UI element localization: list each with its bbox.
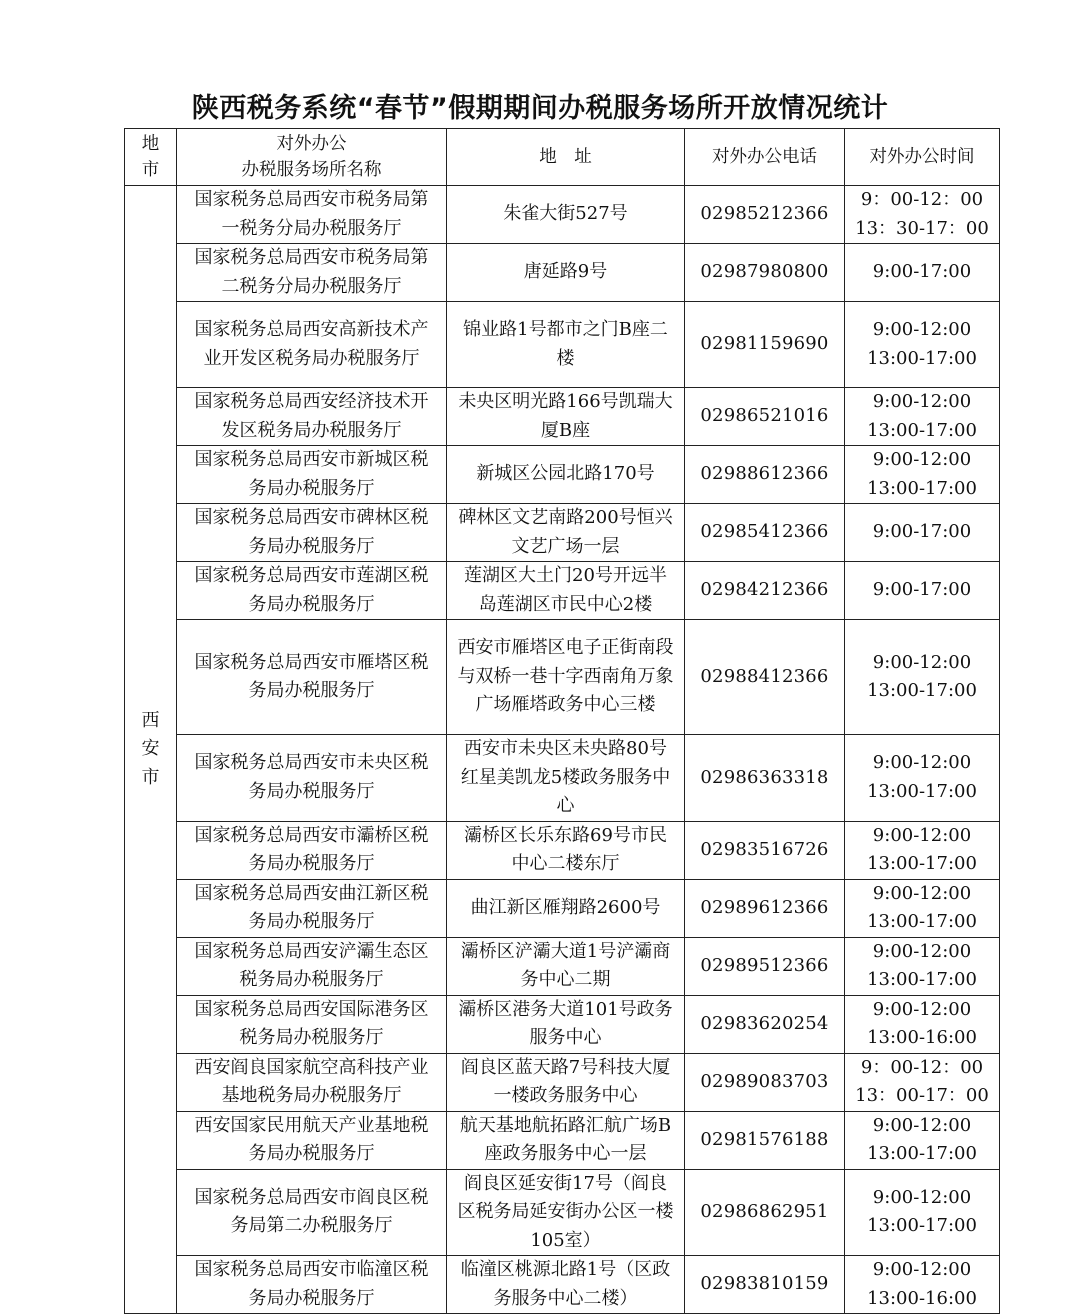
hall-name-cell-text: 国家税务总局西安经济技术开发区税务局办税服务厅 — [194, 391, 429, 441]
phone-cell: 02983810159 — [685, 1256, 845, 1314]
phone-cell: 02985412366 — [685, 504, 845, 562]
hall-name-cell-text: 国家税务总局西安市雁塔区税务局办税服务厅 — [194, 651, 429, 701]
phone-cell: 02986363318 — [685, 735, 845, 822]
phone-cell: 02984212366 — [685, 562, 845, 620]
phone-cell: 02988412366 — [685, 620, 845, 735]
table-row — [125, 244, 1000, 302]
page-title: 陕西税务系统“春节”假期期间办税服务场所开放情况统计 — [191, 93, 889, 124]
address-cell-text: 唐延路9号 — [523, 261, 608, 283]
hall-name-cell-text: 国家税务总局西安曲江新区税务局办税服务厅 — [194, 882, 429, 932]
address-cell — [447, 186, 685, 244]
table-row — [125, 735, 1000, 822]
header-address: 地 址 — [447, 129, 685, 186]
address-cell-text: 航天基地航拓路汇航广场B座政务服务中心一层 — [459, 1114, 672, 1164]
table-row — [125, 937, 1000, 995]
address-cell — [447, 879, 685, 937]
table-row — [125, 388, 1000, 446]
address-cell-text: 阎良区延安街17号（阎良区税务局延安街办公区一楼105室） — [457, 1172, 674, 1251]
phone-cell: 02986862951 — [685, 1169, 845, 1256]
address-cell — [447, 995, 685, 1053]
hall-name-cell-text: 国家税务总局西安浐灞生态区税务局办税服务厅 — [194, 940, 429, 990]
table-row — [125, 446, 1000, 504]
hall-name-cell — [177, 562, 447, 620]
phone-cell: 02981576188 — [685, 1111, 845, 1169]
table-row — [125, 1256, 1000, 1314]
hall-name-cell — [177, 821, 447, 879]
table-row — [125, 504, 1000, 562]
header-hall-name — [177, 129, 447, 186]
hall-name-cell-text: 国家税务总局西安高新技术产业开发区税务局办税服务厅 — [194, 319, 429, 369]
header-name-line2: 办税服务场所名称 — [241, 160, 382, 180]
address-cell-text: 西安市雁塔区电子正街南段与双桥一巷十字西南角万象广场雁塔政务中心三楼 — [457, 637, 674, 716]
phone-cell: 02989512366 — [685, 937, 845, 995]
hall-name-cell-text: 国家税务总局西安市未央区税务局办税服务厅 — [194, 752, 429, 802]
hall-name-cell-text: 国家税务总局西安市灞桥区税务局办税服务厅 — [194, 824, 429, 874]
phone-cell: 02989083703 — [685, 1053, 845, 1111]
address-cell — [447, 562, 685, 620]
address-cell-text: 西安市未央区未央路80号红星美凯龙5楼政务服务中心 — [460, 738, 671, 816]
address-cell-text: 临潼区桃源北路1号（区政务服务中心二楼） — [460, 1259, 671, 1309]
hours-cell: 9:00-12:00 13:00-17:00 — [845, 620, 1000, 735]
header-city-line1: 地 — [141, 134, 160, 154]
table-row — [125, 302, 1000, 388]
header-hours: 对外办公时间 — [845, 129, 1000, 186]
table-row — [125, 620, 1000, 735]
header-phone: 对外办公电话 — [685, 129, 845, 186]
header-city — [125, 129, 177, 186]
address-cell — [447, 1169, 685, 1256]
hall-name-cell-text: 国家税务总局西安市临潼区税务局办税服务厅 — [194, 1259, 429, 1309]
hall-name-cell-text: 国家税务总局西安市阎良区税务局第二办税服务厅 — [194, 1186, 429, 1237]
address-cell — [447, 1111, 685, 1169]
address-cell-text: 灞桥区浐灞大道1号浐灞商务中心二期 — [460, 940, 671, 990]
hall-name-cell — [177, 1256, 447, 1314]
phone-cell: 02987980800 — [685, 244, 845, 302]
hall-name-cell — [177, 446, 447, 504]
hall-name-cell — [177, 504, 447, 562]
hall-name-cell-text: 国家税务总局西安市税务局第一税务分局办税服务厅 — [194, 189, 429, 239]
hours-cell: 9：00-12：00 13：30-17：00 — [845, 186, 1000, 244]
hours-cell: 9：00-12：00 13：00-17：00 — [845, 1053, 1000, 1111]
address-cell — [447, 1256, 685, 1314]
address-cell-text: 碑林区文艺南路200号恒兴文艺广场一层 — [458, 507, 673, 557]
hours-cell: 9:00-12:00 13:00-17:00 — [845, 446, 1000, 504]
service-hall-table — [124, 128, 1000, 1314]
hall-name-cell — [177, 1111, 447, 1169]
address-cell — [447, 446, 685, 504]
address-cell — [447, 620, 685, 735]
hall-name-cell-text: 国家税务总局西安市新城区税务局办税服务厅 — [194, 449, 429, 499]
phone-cell: 02988612366 — [685, 446, 845, 504]
table-row — [125, 821, 1000, 879]
header-name-line1: 对外办公 — [276, 134, 347, 154]
hours-cell: 9:00-17:00 — [845, 562, 1000, 620]
hall-name-cell-text: 国家税务总局西安市碑林区税务局办税服务厅 — [194, 507, 429, 557]
table-row — [125, 186, 1000, 244]
table-row — [125, 1053, 1000, 1111]
hours-cell: 9:00-12:00 13:00-17:00 — [845, 388, 1000, 446]
phone-cell: 02983516726 — [685, 821, 845, 879]
hall-name-cell — [177, 735, 447, 822]
hall-name-cell — [177, 995, 447, 1053]
phone-cell: 02986521016 — [685, 388, 845, 446]
hall-name-cell — [177, 620, 447, 735]
hours-cell: 9:00-12:00 13:00-17:00 — [845, 1111, 1000, 1169]
address-cell — [447, 504, 685, 562]
address-cell — [447, 735, 685, 822]
hall-name-cell — [177, 388, 447, 446]
address-cell-text: 莲湖区大土门20号开远半岛莲湖区市民中心2楼 — [464, 565, 667, 615]
table-row — [125, 1169, 1000, 1256]
hall-name-cell-text: 西安国家民用航天产业基地税务局办税服务厅 — [194, 1114, 429, 1164]
phone-cell: 02981159690 — [685, 302, 845, 388]
phone-cell: 02985212366 — [685, 186, 845, 244]
table-row — [125, 562, 1000, 620]
table-header-row — [125, 129, 1000, 186]
hours-cell: 9:00-12:00 13:00-17:00 — [845, 821, 1000, 879]
address-cell — [447, 388, 685, 446]
hall-name-cell-text: 国家税务总局西安市税务局第二税务分局办税服务厅 — [194, 247, 429, 297]
address-cell-text: 未央区明光路166号凯瑞大厦B座 — [458, 391, 673, 441]
address-cell-text: 灞桥区长乐东路69号市民中心二楼东厅 — [464, 824, 667, 874]
address-cell — [447, 937, 685, 995]
table-row — [125, 1111, 1000, 1169]
address-cell-text: 朱雀大街527号 — [503, 203, 628, 225]
hall-name-cell — [177, 302, 447, 388]
address-cell-text: 灞桥区港务大道101号政务服务中心 — [458, 998, 673, 1048]
hall-name-cell-text: 国家税务总局西安市莲湖区税务局办税服务厅 — [194, 565, 429, 615]
phone-cell: 02989612366 — [685, 879, 845, 937]
hall-name-cell — [177, 244, 447, 302]
address-cell — [447, 302, 685, 388]
hours-cell: 9:00-12:00 13:00-17:00 — [845, 735, 1000, 822]
hours-cell: 9:00-12:00 13:00-17:00 — [845, 1169, 1000, 1256]
hours-cell: 9:00-17:00 — [845, 244, 1000, 302]
hall-name-cell-text: 国家税务总局西安国际港务区税务局办税服务厅 — [194, 998, 429, 1048]
table-row — [125, 995, 1000, 1053]
hours-cell: 9:00-17:00 — [845, 504, 1000, 562]
address-cell-text: 新城区公园北路170号 — [476, 463, 655, 485]
hall-name-cell-text: 西安阎良国家航空高科技产业基地税务局办税服务厅 — [194, 1056, 429, 1106]
hours-cell: 9:00-12:00 13:00-17:00 — [845, 937, 1000, 995]
address-cell — [447, 821, 685, 879]
hall-name-cell — [177, 879, 447, 937]
hours-cell: 9:00-12:00 13:00-16:00 — [845, 995, 1000, 1053]
address-cell — [447, 1053, 685, 1111]
hours-cell: 9:00-12:00 13:00-16:00 — [845, 1256, 1000, 1314]
hall-name-cell — [177, 186, 447, 244]
hours-cell: 9:00-12:00 13:00-17:00 — [845, 302, 1000, 388]
hall-name-cell — [177, 937, 447, 995]
address-cell-text: 阎良区蓝天路7号科技大厦一楼政务服务中心 — [460, 1056, 671, 1106]
address-cell-text: 曲江新区雁翔路2600号 — [470, 896, 661, 918]
table-row — [125, 879, 1000, 937]
header-city-line2: 市 — [141, 160, 160, 180]
address-cell — [447, 244, 685, 302]
phone-cell: 02983620254 — [685, 995, 845, 1053]
hall-name-cell — [177, 1053, 447, 1111]
city-cell: 西 安 市 — [125, 186, 177, 1314]
hall-name-cell — [177, 1169, 447, 1256]
address-cell-text: 锦业路1号都市之门B座二楼 — [463, 319, 668, 369]
hours-cell: 9:00-12:00 13:00-17:00 — [845, 879, 1000, 937]
